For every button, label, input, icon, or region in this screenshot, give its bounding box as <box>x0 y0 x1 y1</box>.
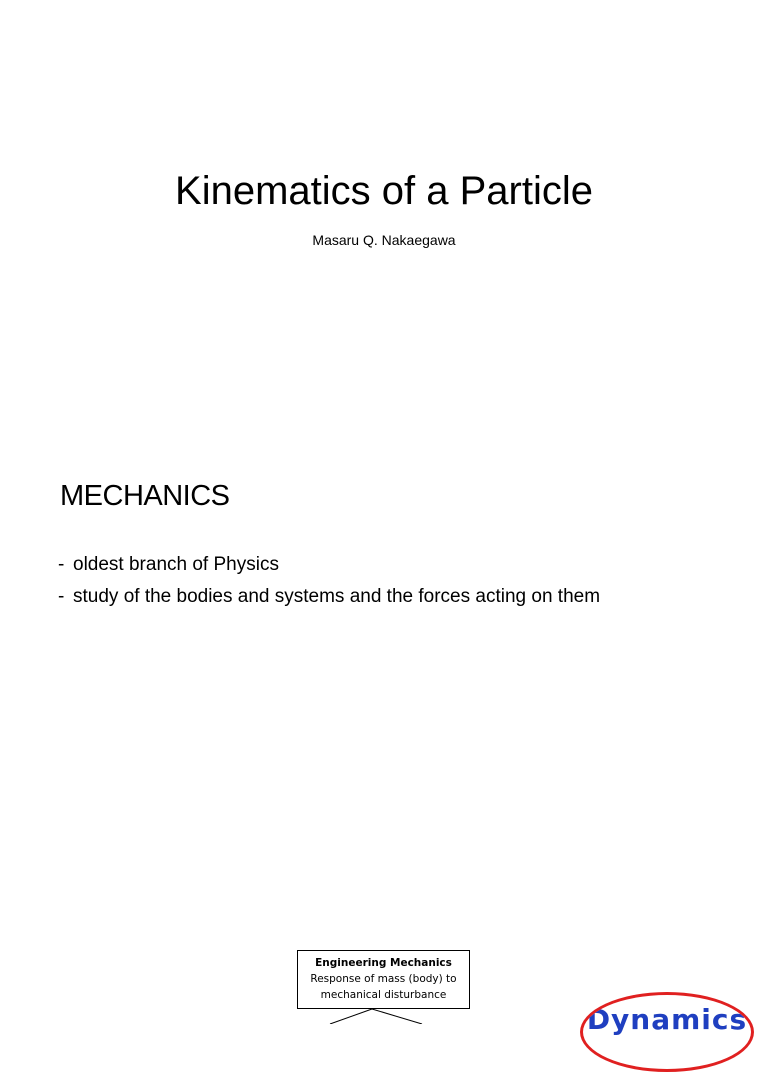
bullet-dash: - <box>58 586 65 607</box>
box-title: Engineering Mechanics <box>315 957 452 969</box>
connector-line-left <box>330 1009 372 1024</box>
badge-text: Dynamics <box>586 1003 748 1036</box>
bullet-text: oldest branch of Physics <box>73 554 279 575</box>
box-description-line: mechanical disturbance <box>320 989 447 1001</box>
bullet-text: study of the bodies and systems and the forces acting on them <box>73 586 601 607</box>
mechanics-diagram <box>0 432 768 1024</box>
connector-line-right <box>372 1009 422 1024</box>
presentation-title: Kinematics of a Particle <box>175 169 593 213</box>
author-name: Masaru Q. Nakaegawa <box>312 232 456 248</box>
mechanics-slide <box>0 432 768 1036</box>
bullet-dash: - <box>58 554 65 575</box>
dynamics-badge <box>580 992 754 1072</box>
slide-title: MECHANICS <box>60 480 230 512</box>
box-description-line: Response of mass (body) to <box>310 973 457 985</box>
title-slide <box>0 0 768 432</box>
engineering-mechanics-box <box>297 950 470 1009</box>
